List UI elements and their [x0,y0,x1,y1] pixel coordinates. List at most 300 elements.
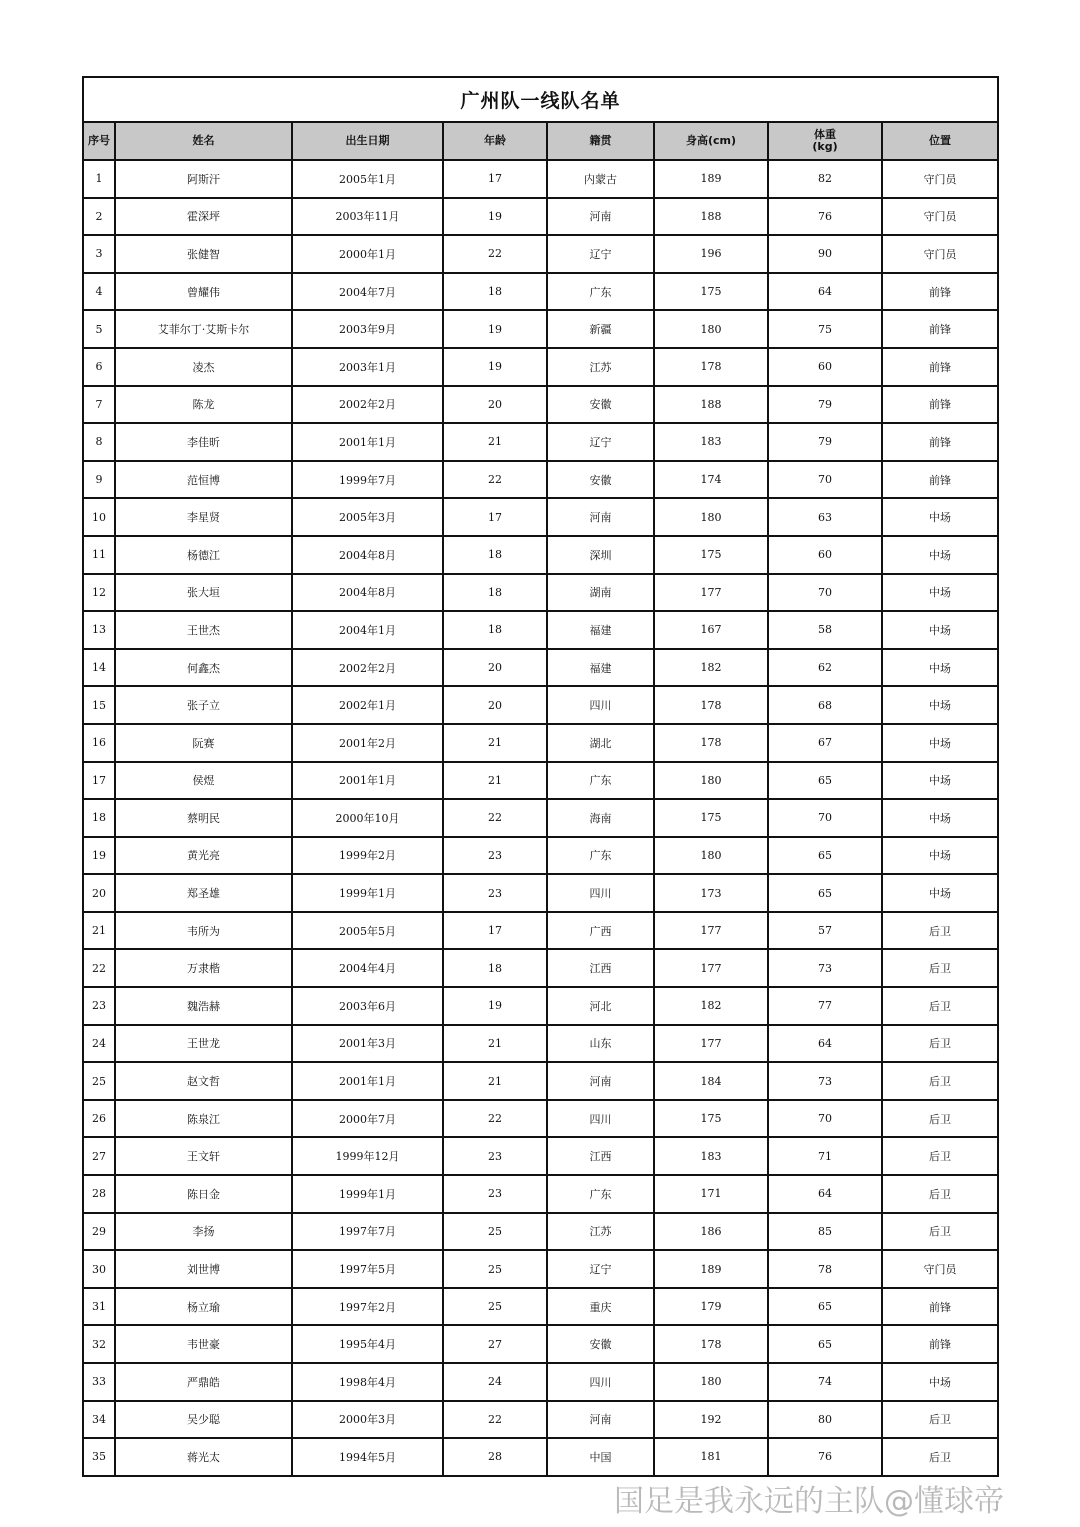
cell-number: 15 [83,686,115,724]
cell-position: 后卫 [882,1175,998,1213]
cell-birth-date: 2005年5月 [292,912,443,950]
cell-number: 31 [83,1288,115,1326]
cell-weight: 67 [768,724,882,762]
cell-age: 20 [443,386,547,424]
cell-hometown: 福建 [547,649,654,687]
cell-name: 范恒博 [115,461,292,499]
cell-weight: 60 [768,536,882,574]
cell-birth-date: 2003年1月 [292,348,443,386]
cell-weight: 77 [768,987,882,1025]
cell-age: 17 [443,912,547,950]
cell-weight: 64 [768,273,882,311]
header-row [83,122,998,160]
cell-height: 182 [654,987,768,1025]
cell-number: 11 [83,536,115,574]
cell-weight: 65 [768,874,882,912]
cell-number: 26 [83,1100,115,1138]
cell-hometown: 辽宁 [547,235,654,273]
cell-birth-date: 1999年12月 [292,1137,443,1175]
cell-hometown: 福建 [547,611,654,649]
cell-birth-date: 1997年2月 [292,1288,443,1326]
cell-birth-date: 2001年1月 [292,423,443,461]
cell-age: 23 [443,874,547,912]
cell-name: 阮赛 [115,724,292,762]
cell-weight: 63 [768,498,882,536]
cell-number: 3 [83,235,115,273]
cell-height: 175 [654,273,768,311]
cell-position: 中场 [882,574,998,612]
cell-height: 178 [654,1325,768,1363]
cell-birth-date: 1997年5月 [292,1250,443,1288]
cell-hometown: 河南 [547,498,654,536]
cell-height: 180 [654,762,768,800]
cell-name: 李扬 [115,1213,292,1251]
cell-weight: 65 [768,1325,882,1363]
table-title: 广州队一线队名单 [83,77,998,122]
cell-birth-date: 1997年7月 [292,1213,443,1251]
cell-hometown: 广东 [547,273,654,311]
cell-number: 27 [83,1137,115,1175]
table-row [83,1175,998,1213]
cell-number: 21 [83,912,115,950]
cell-position: 中场 [882,1363,998,1401]
cell-hometown: 河南 [547,1062,654,1100]
cell-height: 175 [654,1100,768,1138]
cell-number: 4 [83,273,115,311]
table-row [83,987,998,1025]
cell-weight: 65 [768,1288,882,1326]
cell-age: 20 [443,686,547,724]
cell-height: 171 [654,1175,768,1213]
cell-age: 23 [443,837,547,875]
cell-name: 杨德江 [115,536,292,574]
cell-age: 18 [443,273,547,311]
cell-name: 侯煜 [115,762,292,800]
table-row [83,1137,998,1175]
table-row [83,949,998,987]
cell-weight: 62 [768,649,882,687]
cell-birth-date: 2003年9月 [292,310,443,348]
cell-number: 13 [83,611,115,649]
cell-hometown: 辽宁 [547,423,654,461]
cell-number: 12 [83,574,115,612]
cell-age: 19 [443,310,547,348]
cell-height: 189 [654,160,768,198]
table-row [83,799,998,837]
cell-age: 19 [443,987,547,1025]
cell-birth-date: 1999年2月 [292,837,443,875]
cell-weight: 65 [768,837,882,875]
cell-weight: 57 [768,912,882,950]
table-row [83,686,998,724]
cell-name: 郑圣雄 [115,874,292,912]
cell-name: 李星贤 [115,498,292,536]
cell-hometown: 安徽 [547,386,654,424]
cell-number: 28 [83,1175,115,1213]
cell-number: 29 [83,1213,115,1251]
header-weight: 体重 (kg) [768,122,882,160]
cell-name: 黄光亮 [115,837,292,875]
cell-hometown: 广西 [547,912,654,950]
cell-hometown: 湖南 [547,574,654,612]
cell-age: 22 [443,461,547,499]
cell-number: 9 [83,461,115,499]
table-row [83,423,998,461]
cell-number: 17 [83,762,115,800]
table-row [83,1363,998,1401]
cell-birth-date: 2001年1月 [292,1062,443,1100]
cell-position: 中场 [882,536,998,574]
header-age: 年龄 [443,122,547,160]
cell-age: 17 [443,498,547,536]
cell-birth-date: 2001年1月 [292,762,443,800]
cell-hometown: 重庆 [547,1288,654,1326]
cell-hometown: 江西 [547,949,654,987]
cell-hometown: 安徽 [547,1325,654,1363]
cell-weight: 60 [768,348,882,386]
cell-number: 7 [83,386,115,424]
cell-number: 24 [83,1025,115,1063]
cell-height: 177 [654,949,768,987]
header-position: 位置 [882,122,998,160]
cell-weight: 76 [768,1438,882,1476]
cell-hometown: 中国 [547,1438,654,1476]
cell-age: 22 [443,799,547,837]
cell-position: 中场 [882,649,998,687]
cell-hometown: 河南 [547,198,654,236]
cell-position: 中场 [882,611,998,649]
cell-position: 前锋 [882,310,998,348]
table-row [83,574,998,612]
cell-age: 18 [443,574,547,612]
cell-number: 14 [83,649,115,687]
cell-hometown: 四川 [547,874,654,912]
cell-name: 张健智 [115,235,292,273]
cell-hometown: 湖北 [547,724,654,762]
table-row [83,762,998,800]
cell-age: 21 [443,423,547,461]
cell-weight: 80 [768,1401,882,1439]
cell-position: 中场 [882,762,998,800]
cell-age: 18 [443,536,547,574]
roster-sheet [82,76,997,1477]
cell-age: 22 [443,235,547,273]
cell-position: 前锋 [882,273,998,311]
cell-height: 174 [654,461,768,499]
cell-age: 18 [443,611,547,649]
table-row [83,386,998,424]
cell-number: 10 [83,498,115,536]
cell-hometown: 安徽 [547,461,654,499]
cell-weight: 58 [768,611,882,649]
cell-age: 25 [443,1250,547,1288]
table-row [83,273,998,311]
cell-hometown: 江苏 [547,1213,654,1251]
cell-hometown: 深圳 [547,536,654,574]
cell-height: 186 [654,1213,768,1251]
cell-name: 王世杰 [115,611,292,649]
cell-age: 28 [443,1438,547,1476]
cell-position: 后卫 [882,1062,998,1100]
cell-position: 后卫 [882,1100,998,1138]
cell-name: 刘世博 [115,1250,292,1288]
cell-height: 188 [654,386,768,424]
cell-position: 后卫 [882,949,998,987]
cell-position: 前锋 [882,1288,998,1326]
table-row [83,1325,998,1363]
cell-height: 184 [654,1062,768,1100]
cell-age: 21 [443,1025,547,1063]
cell-name: 韦所为 [115,912,292,950]
cell-position: 中场 [882,837,998,875]
cell-number: 22 [83,949,115,987]
cell-number: 18 [83,799,115,837]
cell-name: 陈日金 [115,1175,292,1213]
cell-weight: 70 [768,461,882,499]
table-row [83,1438,998,1476]
cell-name: 韦世豪 [115,1325,292,1363]
cell-name: 艾菲尔丁·艾斯卡尔 [115,310,292,348]
header-hometown: 籍贯 [547,122,654,160]
cell-birth-date: 2003年11月 [292,198,443,236]
cell-number: 35 [83,1438,115,1476]
table-row [83,536,998,574]
cell-position: 前锋 [882,386,998,424]
cell-weight: 74 [768,1363,882,1401]
cell-birth-date: 2005年1月 [292,160,443,198]
cell-position: 守门员 [882,198,998,236]
cell-hometown: 辽宁 [547,1250,654,1288]
cell-height: 182 [654,649,768,687]
table-row [83,912,998,950]
cell-height: 183 [654,1137,768,1175]
cell-weight: 70 [768,574,882,612]
cell-position: 中场 [882,874,998,912]
cell-name: 王世龙 [115,1025,292,1063]
cell-hometown: 广东 [547,1175,654,1213]
cell-hometown: 广东 [547,837,654,875]
cell-weight: 79 [768,386,882,424]
cell-hometown: 广东 [547,762,654,800]
cell-height: 178 [654,724,768,762]
table-row [83,1213,998,1251]
table-row [83,1288,998,1326]
cell-birth-date: 2004年8月 [292,574,443,612]
roster-table [82,76,999,1477]
cell-height: 180 [654,498,768,536]
cell-name: 王文轩 [115,1137,292,1175]
cell-position: 中场 [882,686,998,724]
cell-name: 何鑫杰 [115,649,292,687]
cell-birth-date: 2002年1月 [292,686,443,724]
cell-hometown: 海南 [547,799,654,837]
cell-age: 17 [443,160,547,198]
cell-height: 196 [654,235,768,273]
cell-hometown: 河南 [547,1401,654,1439]
cell-name: 蔡明民 [115,799,292,837]
cell-age: 18 [443,949,547,987]
table-row [83,1025,998,1063]
cell-position: 后卫 [882,1401,998,1439]
table-row [83,160,998,198]
cell-hometown: 河北 [547,987,654,1025]
cell-hometown: 四川 [547,1363,654,1401]
cell-age: 22 [443,1401,547,1439]
table-row [83,198,998,236]
cell-name: 陈泉江 [115,1100,292,1138]
cell-height: 173 [654,874,768,912]
cell-hometown: 山东 [547,1025,654,1063]
cell-position: 中场 [882,498,998,536]
cell-birth-date: 2000年3月 [292,1401,443,1439]
table-row [83,1401,998,1439]
cell-name: 凌杰 [115,348,292,386]
cell-age: 25 [443,1213,547,1251]
cell-weight: 90 [768,235,882,273]
cell-number: 8 [83,423,115,461]
cell-number: 19 [83,837,115,875]
cell-age: 27 [443,1325,547,1363]
cell-position: 中场 [882,799,998,837]
cell-height: 181 [654,1438,768,1476]
cell-height: 177 [654,912,768,950]
cell-number: 1 [83,160,115,198]
cell-position: 前锋 [882,1325,998,1363]
cell-number: 6 [83,348,115,386]
cell-name: 万隶楷 [115,949,292,987]
cell-hometown: 四川 [547,1100,654,1138]
cell-name: 霍深坪 [115,198,292,236]
cell-birth-date: 2005年3月 [292,498,443,536]
cell-number: 20 [83,874,115,912]
cell-height: 177 [654,1025,768,1063]
title-row [83,77,998,122]
cell-position: 前锋 [882,348,998,386]
cell-age: 23 [443,1137,547,1175]
cell-birth-date: 2002年2月 [292,649,443,687]
cell-birth-date: 2000年7月 [292,1100,443,1138]
cell-name: 严鼎皓 [115,1363,292,1401]
cell-birth-date: 2004年7月 [292,273,443,311]
cell-age: 21 [443,762,547,800]
cell-birth-date: 2000年10月 [292,799,443,837]
cell-weight: 70 [768,799,882,837]
table-row [83,649,998,687]
cell-position: 守门员 [882,1250,998,1288]
table-row [83,874,998,912]
cell-height: 192 [654,1401,768,1439]
cell-age: 25 [443,1288,547,1326]
cell-age: 20 [443,649,547,687]
cell-weight: 78 [768,1250,882,1288]
cell-name: 蒋光太 [115,1438,292,1476]
cell-position: 守门员 [882,235,998,273]
cell-weight: 71 [768,1137,882,1175]
cell-name: 魏浩赫 [115,987,292,1025]
cell-weight: 70 [768,1100,882,1138]
cell-hometown: 四川 [547,686,654,724]
cell-number: 33 [83,1363,115,1401]
cell-age: 21 [443,1062,547,1100]
cell-position: 后卫 [882,987,998,1025]
table-row [83,1100,998,1138]
table-row [83,461,998,499]
cell-age: 19 [443,348,547,386]
table-row [83,1062,998,1100]
cell-position: 后卫 [882,912,998,950]
cell-height: 167 [654,611,768,649]
cell-birth-date: 1999年1月 [292,1175,443,1213]
cell-age: 21 [443,724,547,762]
cell-height: 180 [654,1363,768,1401]
table-row [83,611,998,649]
cell-height: 189 [654,1250,768,1288]
cell-age: 23 [443,1175,547,1213]
cell-position: 后卫 [882,1438,998,1476]
cell-name: 张子立 [115,686,292,724]
cell-weight: 64 [768,1175,882,1213]
cell-age: 22 [443,1100,547,1138]
cell-position: 后卫 [882,1213,998,1251]
cell-height: 183 [654,423,768,461]
cell-hometown: 内蒙古 [547,160,654,198]
cell-weight: 73 [768,1062,882,1100]
cell-height: 175 [654,799,768,837]
cell-weight: 68 [768,686,882,724]
cell-height: 177 [654,574,768,612]
cell-hometown: 江西 [547,1137,654,1175]
cell-height: 188 [654,198,768,236]
cell-height: 180 [654,837,768,875]
cell-birth-date: 2004年1月 [292,611,443,649]
cell-name: 张大垣 [115,574,292,612]
cell-age: 24 [443,1363,547,1401]
cell-position: 守门员 [882,160,998,198]
cell-name: 吴少聪 [115,1401,292,1439]
cell-birth-date: 1998年4月 [292,1363,443,1401]
cell-weight: 65 [768,762,882,800]
cell-number: 5 [83,310,115,348]
cell-weight: 73 [768,949,882,987]
table-row [83,837,998,875]
cell-birth-date: 2004年4月 [292,949,443,987]
cell-name: 曾耀伟 [115,273,292,311]
cell-position: 中场 [882,724,998,762]
cell-weight: 82 [768,160,882,198]
cell-number: 2 [83,198,115,236]
watermark: 国足是我永远的主队@懂球帝 [614,1484,1004,1519]
cell-height: 175 [654,536,768,574]
cell-position: 后卫 [882,1025,998,1063]
cell-weight: 64 [768,1025,882,1063]
cell-number: 25 [83,1062,115,1100]
cell-name: 杨立瑜 [115,1288,292,1326]
cell-number: 16 [83,724,115,762]
cell-position: 后卫 [882,1137,998,1175]
cell-position: 前锋 [882,423,998,461]
cell-weight: 76 [768,198,882,236]
cell-birth-date: 1999年1月 [292,874,443,912]
cell-height: 178 [654,348,768,386]
cell-number: 30 [83,1250,115,1288]
header-name: 姓名 [115,122,292,160]
cell-birth-date: 2002年2月 [292,386,443,424]
header-height: 身高(cm) [654,122,768,160]
cell-birth-date: 2001年3月 [292,1025,443,1063]
cell-number: 34 [83,1401,115,1439]
cell-birth-date: 2003年6月 [292,987,443,1025]
cell-height: 179 [654,1288,768,1326]
